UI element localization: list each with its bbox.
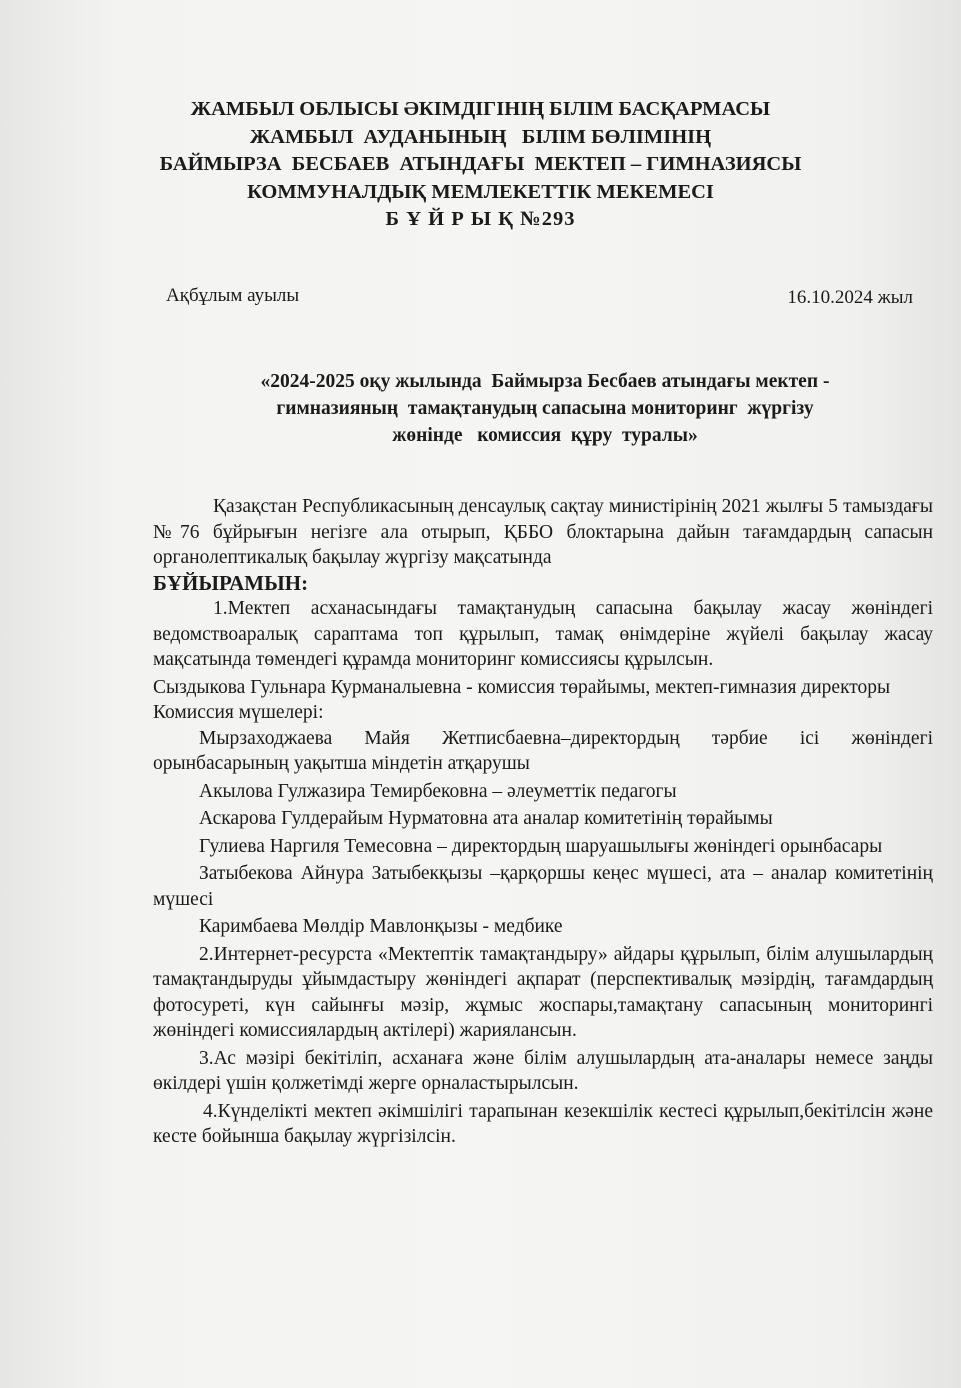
subject-line: гимназияның тамақтанудың сапасына мониторинг жүргізу <box>276 398 814 419</box>
header-line: ЖАМБЫЛ ОБЛЫСЫ ӘКІМДІГІНІҢ БІЛІМ БАСҚАРМАСЫ <box>190 98 771 120</box>
subject-line: жөнінде комиссия құру туралы» <box>392 425 698 446</box>
item-3-paragraph: 3.Ас мәзірі бекітіліп, асханаға және білім алушылардың ата-аналары немесе заңды өкілдері үшін қолжетімді жерге орналастырылсын. <box>153 1047 933 1094</box>
commanded-heading: БҰЙЫРАМЫН: <box>153 570 309 595</box>
item-4-paragraph: 4.Күнделікті мектеп әкімшілігі тарапынан кезекшілік кестесі құрылып,бекітілсін және кесте бойынша бақылау жүргізілсін. <box>153 1100 933 1147</box>
order-subject <box>0 368 961 449</box>
member-paragraph: Аскарова Гулдерайым Нурматовна ата аналар комитетінің төрайымы <box>199 808 773 829</box>
member-paragraph: Гулиева Наргиля Темесовна – директордың шаруашылығы жөніндегі орынбасары <box>199 835 883 857</box>
chair-paragraph: Сыздыкова Гульнара Курманалыевна - комиссия төрайымы, мектеп-гимназия директоры <box>153 676 891 698</box>
place-name: Ақбұлым ауылы <box>166 285 300 306</box>
document-header <box>0 96 961 234</box>
header-line: КОММУНАЛДЫҚ МЕМЛЕКЕТТІК МЕКЕМЕСІ <box>247 180 714 203</box>
member-paragraph: Затыбекова Айнура Затыбекқызы –қарқоршы кеңес мүшесі, ата – аналар комитетінің мүшесі <box>153 863 933 910</box>
order-title: Б Ұ Й Р Ы Қ №293 <box>385 208 576 230</box>
order-date: 16.10.2024 жыл <box>787 287 913 308</box>
document-body <box>153 494 933 1150</box>
intro-paragraph: Қазақстан Республикасының денсаулық сақтау министірінің 2021 жылғы 5 тамыздағы №76 бұйрығын негізге ала отырып, ҚББО блоктарына дайын тағамдардың сапасын органолептикалық бақылау жүргізу мақсатында <box>153 496 933 568</box>
header-line: ЖАМБЫЛ АУДАНЫНЫҢ БІЛІМ БӨЛІМІНІҢ <box>249 125 712 148</box>
item-1-paragraph: 1.Мектеп асханасындағы тамақтанудың сапасына бақылау жасау жөніндегі ведомствоаралық сараптама топ құрылып, тамақ өнімдеріне жүйелі бақылау жасау мақсатында төмендегі құрамда мониторинг комиссиясы құрылсын. <box>153 598 933 670</box>
members-label: Комиссия мүшелері: <box>153 702 324 723</box>
header-line: БАЙМЫРЗА БЕСБАЕВ АТЫНДАҒЫ МЕКТЕП – ГИМНАЗИЯСЫ <box>159 153 802 175</box>
member-paragraph: Каримбаева Мөлдір Мавлонқызы - медбике <box>199 916 563 937</box>
member-paragraph: Акылова Гулжазира Темирбековна – әлеуметтік педагогы <box>199 780 677 802</box>
member-paragraph: Мырзаходжаева Майя Жетписбаевна–директордың тәрбие ісі жөніндегі орынбасарының уақытша міндетін атқарушы <box>153 727 933 774</box>
subject-line: «2024-2025 оқу жылында Баймырза Бесбаев атындағы мектеп - <box>260 371 830 392</box>
item-2-paragraph: 2.Интернет-ресурста «Мектептік тамақтандыру» айдары құрылып, білім алушылардың тамақтандыруды ұйымдастыру жөніндегі ақпарат (перспективалық мәзірдің, тағамдардың фотосуреті, күн сайынғы мәзір, жұмыс жоспары,тамақтану сапасының мониторингі жөніндегі комиссиялардың актілері) жариялансын. <box>153 943 933 1041</box>
